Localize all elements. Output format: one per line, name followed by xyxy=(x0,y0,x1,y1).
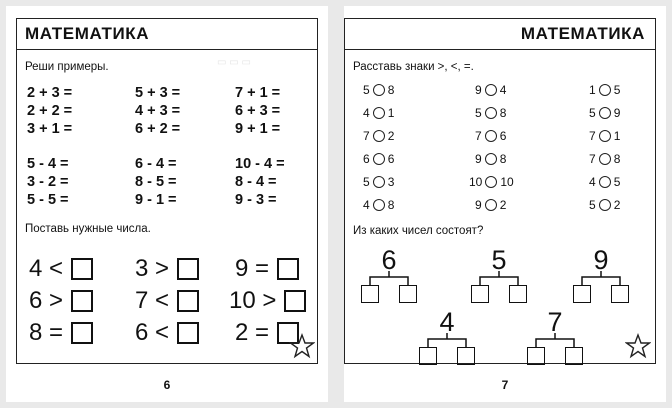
comparison xyxy=(475,129,506,143)
inequality xyxy=(235,255,299,283)
page-right xyxy=(344,6,666,402)
answer-box[interactable] xyxy=(509,285,527,303)
inequality xyxy=(29,255,93,283)
comparison xyxy=(589,83,620,97)
comparison xyxy=(589,175,620,189)
number-b: 8 xyxy=(387,83,395,97)
left-title-bar xyxy=(17,19,317,50)
number-a: 5 xyxy=(589,198,596,212)
number-b: 6 xyxy=(499,129,507,143)
number-b: 2 xyxy=(613,198,621,212)
inequality xyxy=(29,319,93,347)
faded-background-text: ▭ ▭ ▭ xyxy=(217,57,251,68)
number-a: 5 xyxy=(363,175,370,189)
sign-circle[interactable] xyxy=(485,176,497,188)
sign-circle[interactable] xyxy=(599,130,611,142)
comparison xyxy=(363,175,394,189)
number-a: 4 xyxy=(363,106,370,120)
answer-box[interactable] xyxy=(573,285,591,303)
number-a: 9 xyxy=(475,198,482,212)
example: 4 + 3 = xyxy=(135,103,181,119)
sign-circle[interactable] xyxy=(373,153,385,165)
sign-circle[interactable] xyxy=(485,153,497,165)
sign-circle[interactable] xyxy=(599,84,611,96)
example: 6 + 2 = xyxy=(135,121,181,137)
inequality-text: 4 < xyxy=(29,255,64,282)
number-a: 7 xyxy=(589,152,596,166)
answer-box[interactable] xyxy=(177,290,199,312)
inequality xyxy=(29,287,93,315)
inequality-text: 10 > xyxy=(229,287,277,314)
inequality-text: 7 < xyxy=(135,287,170,314)
page-left xyxy=(6,6,328,402)
comparison xyxy=(475,83,506,97)
number-a: 7 xyxy=(589,129,596,143)
number-a: 5 xyxy=(475,106,482,120)
example: 8 - 5 = xyxy=(135,174,177,190)
number-a: 9 xyxy=(475,152,482,166)
number-b: 1 xyxy=(613,129,621,143)
example: 9 - 1 = xyxy=(135,192,177,208)
tree-number: 4 xyxy=(439,307,455,337)
number-a: 5 xyxy=(589,106,596,120)
answer-box[interactable] xyxy=(611,285,629,303)
answer-box[interactable] xyxy=(277,258,299,280)
sign-circle[interactable] xyxy=(485,84,497,96)
answer-box[interactable] xyxy=(471,285,489,303)
answer-box[interactable] xyxy=(177,258,199,280)
number-b: 8 xyxy=(387,198,395,212)
example: 2 + 2 = xyxy=(27,103,73,119)
inequality-text: 6 > xyxy=(29,287,64,314)
right-title: МАТЕМАТИКА xyxy=(520,24,645,43)
answer-box[interactable] xyxy=(71,290,93,312)
inequality xyxy=(135,255,199,283)
example: 8 - 4 = xyxy=(235,174,277,190)
answer-box[interactable] xyxy=(457,347,475,365)
number-b: 8 xyxy=(499,106,507,120)
star-icon xyxy=(625,333,651,359)
example: 7 + 1 = xyxy=(235,85,281,101)
example: 2 + 3 = xyxy=(27,85,73,101)
sign-circle[interactable] xyxy=(485,107,497,119)
left-frame xyxy=(16,18,318,364)
answer-box[interactable] xyxy=(419,347,437,365)
number-b: 3 xyxy=(387,175,395,189)
comparison xyxy=(363,152,394,166)
page-number-left: 6 xyxy=(163,378,171,392)
number-a: 7 xyxy=(475,129,482,143)
sign-circle[interactable] xyxy=(599,107,611,119)
number-a: 10 xyxy=(469,175,483,189)
number-tree xyxy=(527,307,583,367)
left-task1-label: Реши примеры. xyxy=(25,61,109,73)
example: 5 - 4 = xyxy=(27,156,69,172)
example: 3 - 2 = xyxy=(27,174,69,190)
number-a: 9 xyxy=(475,83,482,97)
answer-box[interactable] xyxy=(284,290,306,312)
example: 9 + 1 = xyxy=(235,121,281,137)
answer-box[interactable] xyxy=(399,285,417,303)
sign-circle[interactable] xyxy=(373,130,385,142)
sign-circle[interactable] xyxy=(599,176,611,188)
number-a: 4 xyxy=(589,175,596,189)
number-a: 1 xyxy=(589,83,596,97)
example: 3 + 1 = xyxy=(27,121,73,137)
number-tree xyxy=(361,245,417,305)
answer-box[interactable] xyxy=(565,347,583,365)
comparison xyxy=(475,152,506,166)
number-tree xyxy=(573,245,629,305)
number-b: 5 xyxy=(613,175,621,189)
answer-box[interactable] xyxy=(71,258,93,280)
number-b: 9 xyxy=(613,106,621,120)
sign-circle[interactable] xyxy=(373,176,385,188)
inequality xyxy=(135,287,199,315)
answer-box[interactable] xyxy=(71,322,93,344)
number-a: 4 xyxy=(363,198,370,212)
comparison xyxy=(363,106,394,120)
number-b: 2 xyxy=(387,129,395,143)
number-b: 10 xyxy=(500,175,514,189)
star-icon xyxy=(289,333,315,359)
sign-circle[interactable] xyxy=(485,199,497,211)
comparison xyxy=(589,129,620,143)
comparison xyxy=(469,175,514,189)
comparison xyxy=(363,129,394,143)
example: 5 + 3 = xyxy=(135,85,181,101)
inequality-text: 9 = xyxy=(235,255,270,282)
right-task1-label: Расставь знаки >, <, =. xyxy=(353,61,474,73)
comparison xyxy=(589,106,620,120)
number-b: 6 xyxy=(387,152,395,166)
number-a: 6 xyxy=(363,152,370,166)
answer-box[interactable] xyxy=(177,322,199,344)
tree-number: 5 xyxy=(491,245,507,275)
inequality-text: 6 < xyxy=(135,319,170,346)
tree-number: 9 xyxy=(593,245,609,275)
comparison xyxy=(363,83,394,97)
right-title-bar xyxy=(345,19,655,50)
comparison xyxy=(475,198,506,212)
sign-circle[interactable] xyxy=(373,199,385,211)
sign-circle[interactable] xyxy=(485,130,497,142)
example: 10 - 4 = xyxy=(235,156,285,172)
tree-number: 6 xyxy=(381,245,397,275)
number-a: 5 xyxy=(363,83,370,97)
inequality xyxy=(229,287,306,315)
tree-number: 7 xyxy=(547,307,563,337)
comparison xyxy=(363,198,394,212)
inequality-text: 2 = xyxy=(235,319,270,346)
comparison xyxy=(589,152,620,166)
sign-circle[interactable] xyxy=(373,107,385,119)
page-number-right: 7 xyxy=(501,378,509,392)
right-task2-label: Из каких чисел состоят? xyxy=(353,225,484,237)
left-title: МАТЕМАТИКА xyxy=(25,24,150,43)
number-tree xyxy=(471,245,527,305)
number-b: 8 xyxy=(613,152,621,166)
comparison xyxy=(589,198,620,212)
inequality-text: 8 = xyxy=(29,319,64,346)
answer-box[interactable] xyxy=(361,285,379,303)
example: 5 - 5 = xyxy=(27,192,69,208)
inequality-text: 3 > xyxy=(135,255,170,282)
example: 6 - 4 = xyxy=(135,156,177,172)
comparison xyxy=(475,106,506,120)
number-b: 4 xyxy=(499,83,507,97)
right-frame xyxy=(344,18,656,364)
example: 9 - 3 = xyxy=(235,192,277,208)
number-b: 1 xyxy=(387,106,395,120)
number-b: 2 xyxy=(499,198,507,212)
left-task2-label: Поставь нужные числа. xyxy=(25,223,151,235)
example: 6 + 3 = xyxy=(235,103,281,119)
number-tree xyxy=(419,307,475,367)
inequality xyxy=(135,319,199,347)
sign-circle[interactable] xyxy=(373,84,385,96)
sign-circle[interactable] xyxy=(599,199,611,211)
number-a: 7 xyxy=(363,129,370,143)
number-b: 5 xyxy=(613,83,621,97)
sign-circle[interactable] xyxy=(599,153,611,165)
number-b: 8 xyxy=(499,152,507,166)
answer-box[interactable] xyxy=(527,347,545,365)
